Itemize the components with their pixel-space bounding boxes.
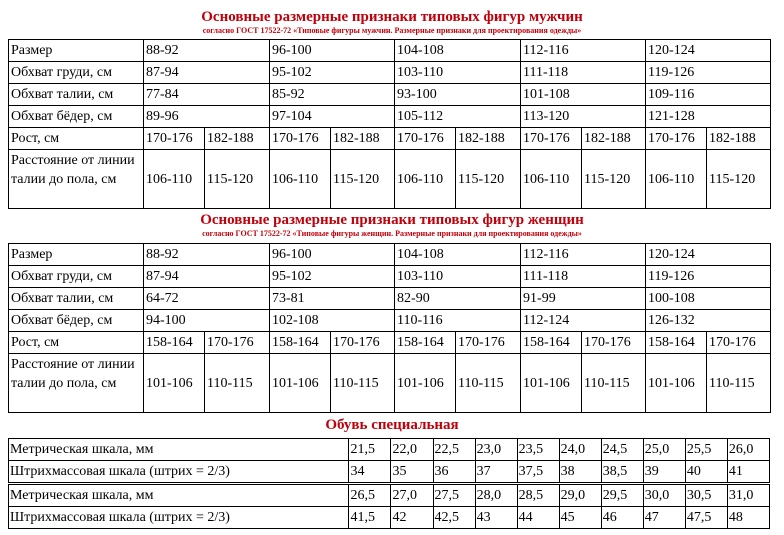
table-cell: 82-90 [395, 288, 521, 310]
men-row-height [9, 128, 771, 150]
table-cell: 110-115 [707, 354, 771, 413]
shoe-row-metric [9, 485, 770, 507]
table-cell: 170-176 [395, 128, 456, 150]
table-cell: 101-106 [395, 354, 456, 413]
table-cell: 101-108 [521, 84, 646, 106]
table-cell: 96-100 [270, 244, 395, 266]
table-cell: 24,0 [559, 439, 601, 461]
table-cell: 182-188 [331, 128, 395, 150]
table-cell: 110-115 [456, 354, 521, 413]
row-label: Размер [9, 244, 144, 266]
row-label: Рост, см [9, 128, 144, 150]
table-cell: 104-108 [395, 244, 521, 266]
table-cell: 158-164 [646, 332, 707, 354]
table-cell: 182-188 [456, 128, 521, 150]
table-cell: 158-164 [144, 332, 205, 354]
table-cell: 182-188 [205, 128, 270, 150]
women-row-waist [9, 288, 771, 310]
men-title: Основные размерные признаки типовых фигур мужчин [201, 9, 583, 25]
row-label: Метрическая шкала, мм [9, 485, 349, 507]
row-label: Обхват груди, см [9, 266, 144, 288]
table-cell: 170-176 [521, 128, 582, 150]
row-label: Рост, см [9, 332, 144, 354]
table-cell: 110-115 [205, 354, 270, 413]
table-cell: 25,0 [643, 439, 685, 461]
shoe-row-stitch [9, 461, 770, 483]
table-cell: 95-102 [270, 266, 395, 288]
table-cell: 158-164 [270, 332, 331, 354]
shoe-row-metric [9, 439, 770, 461]
table-cell: 115-120 [331, 150, 395, 209]
table-cell: 42,5 [433, 507, 475, 529]
table-cell: 41 [727, 461, 769, 483]
men-row-waist [9, 84, 771, 106]
table-cell: 112-116 [521, 244, 646, 266]
table-cell: 119-126 [646, 62, 771, 84]
table-cell: 87-94 [144, 266, 270, 288]
table-cell: 115-120 [707, 150, 771, 209]
table-cell: 170-176 [707, 332, 771, 354]
table-cell: 26,0 [727, 439, 769, 461]
women-row-size [9, 244, 771, 266]
table-cell: 120-124 [646, 40, 771, 62]
table-cell: 182-188 [582, 128, 646, 150]
table-cell: 121-128 [646, 106, 771, 128]
row-label: Метрическая шкала, мм [9, 439, 349, 461]
table-cell: 106-110 [395, 150, 456, 209]
table-cell: 30,0 [643, 485, 685, 507]
table-cell: 27,5 [433, 485, 475, 507]
women-size-table [8, 243, 771, 413]
table-cell: 103-110 [395, 62, 521, 84]
table-cell: 109-116 [646, 84, 771, 106]
men-row-chest [9, 62, 771, 84]
women-row-chest [9, 266, 771, 288]
table-cell: 115-120 [582, 150, 646, 209]
men-row-size [9, 40, 771, 62]
table-cell: 170-176 [582, 332, 646, 354]
table-cell: 112-124 [521, 310, 646, 332]
table-cell: 73-81 [270, 288, 395, 310]
table-cell: 42 [391, 507, 433, 529]
row-label: Расстояние от линии талии до пола, см [9, 354, 144, 413]
table-cell: 115-120 [456, 150, 521, 209]
row-label: Расстояние от линии талии до пола, см [9, 150, 144, 209]
table-cell: 27,0 [391, 485, 433, 507]
table-cell: 96-100 [270, 40, 395, 62]
table-cell: 112-116 [521, 40, 646, 62]
table-cell: 111-118 [521, 266, 646, 288]
table-cell: 110-116 [395, 310, 521, 332]
table-cell: 48 [727, 507, 769, 529]
table-cell: 94-100 [144, 310, 270, 332]
table-cell: 170-176 [205, 332, 270, 354]
women-row-hips [9, 310, 771, 332]
table-cell: 43 [475, 507, 517, 529]
table-cell: 119-126 [646, 266, 771, 288]
table-cell: 31,0 [727, 485, 769, 507]
table-cell: 101-106 [270, 354, 331, 413]
table-cell: 126-132 [646, 310, 771, 332]
table-cell: 170-176 [646, 128, 707, 150]
women-row-distance [9, 354, 771, 413]
table-cell: 36 [433, 461, 475, 483]
table-cell: 104-108 [395, 40, 521, 62]
table-cell: 170-176 [331, 332, 395, 354]
table-cell: 106-110 [646, 150, 707, 209]
table-cell: 64-72 [144, 288, 270, 310]
table-cell: 89-96 [144, 106, 270, 128]
table-cell: 106-110 [144, 150, 205, 209]
table-cell: 28,0 [475, 485, 517, 507]
table-cell: 120-124 [646, 244, 771, 266]
men-row-hips [9, 106, 771, 128]
table-cell: 46 [601, 507, 643, 529]
table-cell: 29,0 [559, 485, 601, 507]
table-cell: 23,5 [517, 439, 559, 461]
table-cell: 39 [643, 461, 685, 483]
table-cell: 37 [475, 461, 517, 483]
table-cell: 21,5 [349, 439, 391, 461]
table-cell: 158-164 [521, 332, 582, 354]
table-cell: 34 [349, 461, 391, 483]
men-size-table [8, 39, 771, 209]
table-cell: 97-104 [270, 106, 395, 128]
row-label: Штрихмассовая шкала (штрих = 2/3) [9, 507, 349, 529]
table-cell: 47 [643, 507, 685, 529]
table-cell: 30,5 [685, 485, 727, 507]
table-cell: 158-164 [395, 332, 456, 354]
table-cell: 40 [685, 461, 727, 483]
table-cell: 170-176 [144, 128, 205, 150]
women-subtitle: согласно ГОСТ 17522-72 «Типовые фигуры женщин. Размерные признаки для проектирования одежды» [202, 229, 582, 238]
table-cell: 105-112 [395, 106, 521, 128]
shoe-row-stitch [9, 507, 770, 529]
table-cell: 25,5 [685, 439, 727, 461]
shoe-table-2 [8, 484, 770, 529]
table-cell: 88-92 [144, 244, 270, 266]
row-label: Штрихмассовая шкала (штрих = 2/3) [9, 461, 349, 483]
table-cell: 182-188 [707, 128, 771, 150]
table-cell: 47,5 [685, 507, 727, 529]
table-cell: 91-99 [521, 288, 646, 310]
table-cell: 111-118 [521, 62, 646, 84]
table-cell: 37,5 [517, 461, 559, 483]
shoe-table-1 [8, 438, 770, 483]
table-cell: 23,0 [475, 439, 517, 461]
table-cell: 93-100 [395, 84, 521, 106]
table-cell: 45 [559, 507, 601, 529]
men-subtitle: согласно ГОСТ 17522-72 «Типовые фигуры мужчин. Размерные признаки для проектирования одежды» [202, 26, 582, 35]
table-cell: 24,5 [601, 439, 643, 461]
table-cell: 101-106 [646, 354, 707, 413]
women-row-height [9, 332, 771, 354]
table-cell: 113-120 [521, 106, 646, 128]
table-cell: 35 [391, 461, 433, 483]
women-title: Основные размерные признаки типовых фигур женщин [200, 212, 584, 228]
table-cell: 106-110 [270, 150, 331, 209]
table-cell: 103-110 [395, 266, 521, 288]
row-label: Размер [9, 40, 144, 62]
table-cell: 102-108 [270, 310, 395, 332]
table-cell: 88-92 [144, 40, 270, 62]
row-label: Обхват бёдер, см [9, 106, 144, 128]
table-cell: 26,5 [349, 485, 391, 507]
row-label: Обхват бёдер, см [9, 310, 144, 332]
table-cell: 101-106 [521, 354, 582, 413]
row-label: Обхват талии, см [9, 288, 144, 310]
table-cell: 44 [517, 507, 559, 529]
table-cell: 29,5 [601, 485, 643, 507]
table-cell: 115-120 [205, 150, 270, 209]
table-cell: 77-84 [144, 84, 270, 106]
table-cell: 38,5 [601, 461, 643, 483]
table-cell: 41,5 [349, 507, 391, 529]
table-cell: 110-115 [331, 354, 395, 413]
shoes-title: Обувь специальная [325, 417, 459, 433]
table-cell: 106-110 [521, 150, 582, 209]
table-cell: 110-115 [582, 354, 646, 413]
table-cell: 38 [559, 461, 601, 483]
row-label: Обхват груди, см [9, 62, 144, 84]
row-label: Обхват талии, см [9, 84, 144, 106]
table-cell: 85-92 [270, 84, 395, 106]
table-cell: 87-94 [144, 62, 270, 84]
table-cell: 22,0 [391, 439, 433, 461]
table-cell: 100-108 [646, 288, 771, 310]
table-cell: 95-102 [270, 62, 395, 84]
table-cell: 28,5 [517, 485, 559, 507]
table-cell: 170-176 [456, 332, 521, 354]
men-row-distance [9, 150, 771, 209]
table-cell: 101-106 [144, 354, 205, 413]
table-cell: 22,5 [433, 439, 475, 461]
table-cell: 170-176 [270, 128, 331, 150]
